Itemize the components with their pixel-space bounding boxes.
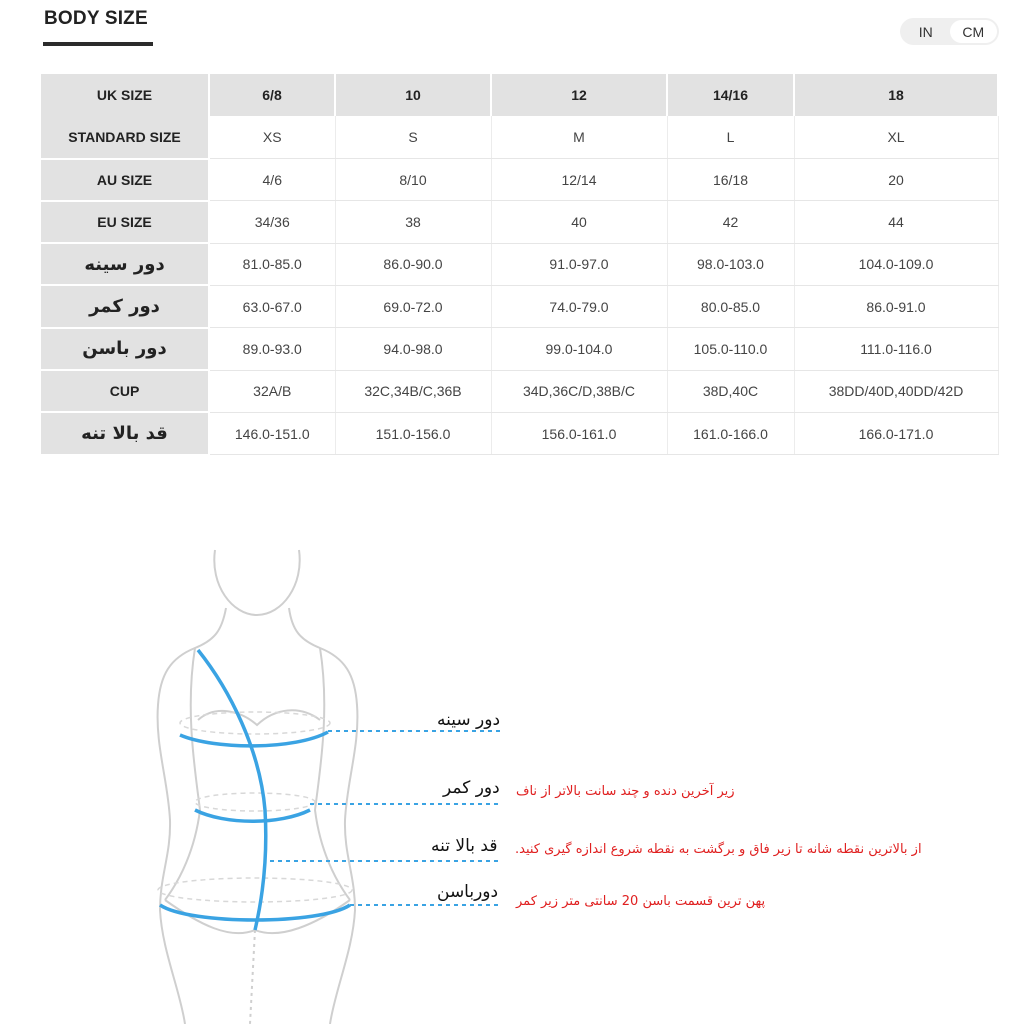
body-outline: [158, 550, 358, 1024]
table-cell: 38D,40C: [667, 370, 794, 412]
table-cell: 166.0-171.0: [794, 412, 998, 454]
table-cell: 91.0-97.0: [491, 243, 667, 285]
hip-label: دورباسن: [437, 882, 499, 902]
row-header: دور باسن: [41, 328, 209, 370]
table-cell: 34/36: [209, 201, 335, 243]
row-header: قد بالا تنه: [41, 412, 209, 454]
unit-in-button[interactable]: IN: [918, 23, 933, 40]
unit-cm-button[interactable]: CM: [950, 20, 998, 43]
chest-measure-line: [180, 732, 328, 746]
table-cell: 105.0-110.0: [667, 328, 794, 370]
title-underline: [43, 42, 153, 46]
table-cell: XS: [209, 116, 335, 158]
table-cell: 32C,34B/C,36B: [335, 370, 491, 412]
table-row: [41, 201, 998, 243]
table-cell: XL: [794, 116, 998, 158]
row-header: STANDARD SIZE: [41, 116, 209, 158]
hip-note: پهن ترین قسمت باسن 20 سانتی متر زیر کمر: [516, 894, 766, 909]
table-cell: 146.0-151.0: [209, 412, 335, 454]
table-cell: 156.0-161.0: [491, 412, 667, 454]
column-header: 12: [491, 74, 667, 116]
table-cell: 8/10: [335, 159, 491, 201]
table-cell: 94.0-98.0: [335, 328, 491, 370]
table-cell: 38DD/40D,40DD/42D: [794, 370, 998, 412]
page-title: BODY SIZE: [44, 8, 148, 29]
table-header-row: [41, 74, 998, 116]
table-cell: 63.0-67.0: [209, 285, 335, 327]
table-cell: 44: [794, 201, 998, 243]
table-cell: 151.0-156.0: [335, 412, 491, 454]
measurement-diagram: [0, 480, 1024, 1024]
table-row: [41, 412, 998, 454]
column-header: UK SIZE: [41, 74, 209, 116]
table-cell: 32A/B: [209, 370, 335, 412]
table-cell: 38: [335, 201, 491, 243]
table-cell: 20: [794, 159, 998, 201]
leader-lines: [270, 731, 502, 905]
waist-note: زیر آخرین دنده و چند سانت بالاتر از ناف: [516, 784, 735, 799]
table-cell: 86.0-91.0: [794, 285, 998, 327]
table-row: [41, 116, 998, 158]
table-row: [41, 370, 998, 412]
size-chart-table: [41, 74, 999, 456]
table-cell: 104.0-109.0: [794, 243, 998, 285]
table-cell: 12/14: [491, 159, 667, 201]
unit-toggle[interactable]: [900, 18, 999, 45]
waist-label: دور کمر: [443, 778, 500, 798]
row-header: CUP: [41, 370, 209, 412]
chest-label: دور سینه: [437, 710, 501, 730]
column-header: 10: [335, 74, 491, 116]
table-row: [41, 243, 998, 285]
table-cell: 34D,36C/D,38B/C: [491, 370, 667, 412]
table-cell: 40: [491, 201, 667, 243]
table-cell: 86.0-90.0: [335, 243, 491, 285]
torso-measure-line: [198, 650, 266, 930]
row-header: دور کمر: [41, 285, 209, 327]
measure-lines: [160, 650, 350, 930]
table-row: [41, 328, 998, 370]
table-cell: 89.0-93.0: [209, 328, 335, 370]
table-cell: 69.0-72.0: [335, 285, 491, 327]
table-cell: 161.0-166.0: [667, 412, 794, 454]
table-cell: L: [667, 116, 794, 158]
row-header: EU SIZE: [41, 201, 209, 243]
table-cell: 74.0-79.0: [491, 285, 667, 327]
row-header: AU SIZE: [41, 159, 209, 201]
column-header: 18: [794, 74, 998, 116]
table-cell: 99.0-104.0: [491, 328, 667, 370]
column-header: 14/16: [667, 74, 794, 116]
table-row: [41, 159, 998, 201]
torso-note: از بالاترین نقطه شانه تا زیر فاق و برگشت به نقطه شروع اندازه گیری کنید.: [515, 842, 922, 857]
table-cell: 16/18: [667, 159, 794, 201]
torso-label: قد بالا تنه: [431, 836, 498, 856]
table-cell: 111.0-116.0: [794, 328, 998, 370]
table-cell: 98.0-103.0: [667, 243, 794, 285]
body-figure: [0, 480, 1024, 1024]
table-cell: 80.0-85.0: [667, 285, 794, 327]
table-cell: 81.0-85.0: [209, 243, 335, 285]
table-row: [41, 285, 998, 327]
table-cell: M: [491, 116, 667, 158]
column-header: 6/8: [209, 74, 335, 116]
table-cell: S: [335, 116, 491, 158]
row-header: دور سینه: [41, 243, 209, 285]
table-cell: 4/6: [209, 159, 335, 201]
table-cell: 42: [667, 201, 794, 243]
